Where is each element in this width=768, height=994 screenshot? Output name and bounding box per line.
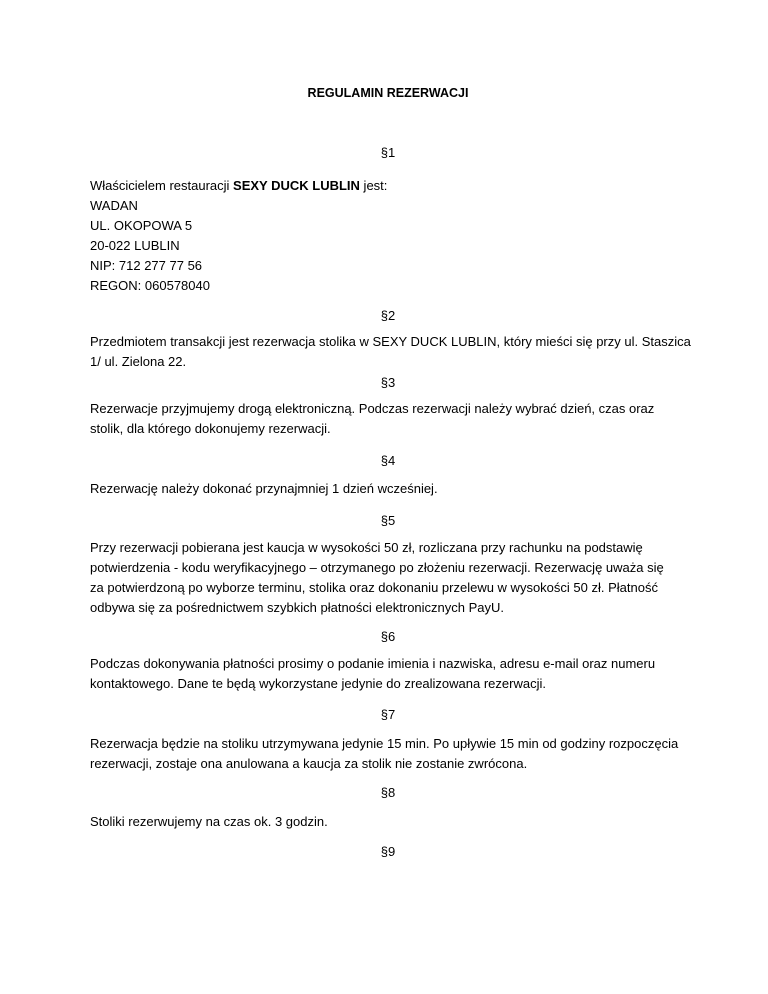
section-8-line: Stoliki rezerwujemy na czas ok. 3 godzin. xyxy=(90,814,328,829)
section-number-1: §1 xyxy=(380,145,396,160)
section-number-7: §7 xyxy=(380,707,396,722)
owner-street: UL. OKOPOWA 5 xyxy=(90,218,193,233)
restaurant-name: SEXY DUCK LUBLIN xyxy=(233,178,360,193)
owner-intro-prefix: Właścicielem restauracji xyxy=(90,178,234,193)
section-4-body xyxy=(90,479,686,499)
section-5-line: Przy rezerwacji pobierana jest kaucja w wysokości 50 zł, rozliczana przy rachunku na podstawię xyxy=(90,540,643,555)
section-3-body xyxy=(90,399,686,439)
owner-intro-line xyxy=(90,176,686,196)
section-4-line: Rezerwację należy dokonać przynajmniej 1 dzień wcześniej. xyxy=(90,481,438,496)
owner-nip: NIP: 712 277 77 56 xyxy=(90,258,203,273)
section-7-line: Rezerwacja będzie na stoliku utrzymywana jedynie 15 min. Po upływie 15 min od godziny rozpoczęcia xyxy=(90,736,679,751)
section-number-6: §6 xyxy=(380,629,396,644)
owner-name: WADAN xyxy=(90,198,138,213)
section-7-line: rezerwacji, zostaje ona anulowana a kaucja za stolik nie zostanie zwrócona. xyxy=(90,756,528,771)
owner-city: 20-022 LUBLIN xyxy=(90,238,180,253)
section-5-line: odbywa się za pośrednictwem szybkich płatności elektronicznych PayU. xyxy=(90,600,505,615)
section-number-4: §4 xyxy=(380,453,396,468)
owner-regon: REGON: 060578040 xyxy=(90,278,210,293)
section-3-line: stolik, dla którego dokonujemy rezerwacji. xyxy=(90,421,331,436)
section-2-line: 1/ ul. Zielona 22. xyxy=(90,354,187,369)
section-6-line: kontaktowego. Dane te będą wykorzystane jedynie do zrealizowana rezerwacji. xyxy=(90,676,546,691)
section-number-2: §2 xyxy=(380,308,396,323)
section-number-3: §3 xyxy=(380,375,396,390)
section-1-body xyxy=(90,176,686,296)
section-number-8: §8 xyxy=(380,785,396,800)
owner-intro-suffix: jest: xyxy=(359,178,388,193)
section-2-line: Przedmiotem transakcji jest rezerwacja stolika w SEXY DUCK LUBLIN, który mieści się przy ul. Staszica xyxy=(90,334,691,349)
section-5-body xyxy=(90,538,686,618)
section-number-5: §5 xyxy=(380,513,396,528)
section-6-line: Podczas dokonywania płatności prosimy o podanie imienia i nazwiska, adresu e-mail oraz numeru xyxy=(90,656,656,671)
section-6-body xyxy=(90,654,686,694)
section-number-9: §9 xyxy=(380,844,396,859)
section-7-body xyxy=(90,734,686,774)
document-title: REGULAMIN REZERWACJI xyxy=(307,86,469,100)
section-8-body xyxy=(90,812,686,832)
section-2-body xyxy=(90,332,691,372)
section-5-line: za potwierdzoną po wyborze terminu, stolika oraz dokonaniu przelewu w wysokości 50 zł. Płatność xyxy=(90,580,658,595)
section-5-line: potwierdzenia - kodu weryfikacyjnego – otrzymanego po złożeniu rezerwacji. Rezerwację uważa się xyxy=(90,560,664,575)
section-3-line: Rezerwacje przyjmujemy drogą elektroniczną. Podczas rezerwacji należy wybrać dzień, czas oraz xyxy=(90,401,655,416)
